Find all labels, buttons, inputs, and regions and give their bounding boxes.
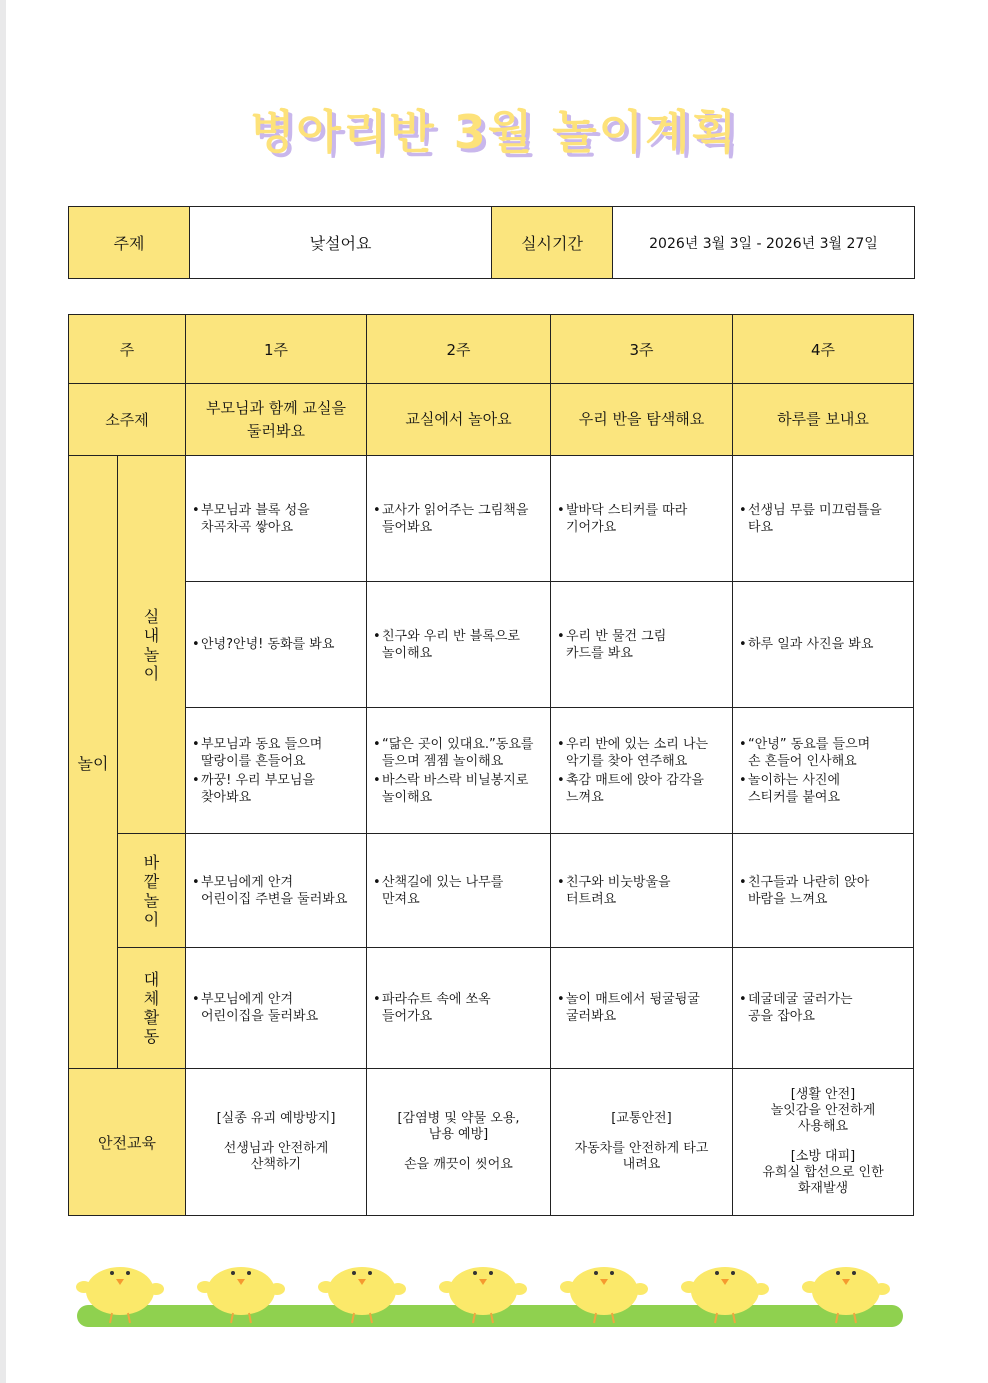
chick-decoration <box>75 1255 905 1335</box>
text-line: 부모님과 블록 성을 <box>201 502 310 518</box>
activity-cell <box>733 948 914 1069</box>
safety-cell <box>367 1069 551 1216</box>
text-line: 어린이집을 둘러봐요 <box>201 1009 319 1024</box>
activity-item <box>192 991 362 1025</box>
activity-item <box>373 502 546 536</box>
text-line: 발바닥 스티커를 따라 <box>566 502 688 518</box>
chick-eye <box>610 1271 614 1275</box>
chick-eye <box>352 1271 356 1275</box>
safety-topic <box>551 1111 732 1127</box>
text-line: 부모님과 함께 교실을 <box>206 398 346 417</box>
text-line: 부모님에게 안겨 <box>201 874 294 890</box>
text-line: 들어가요 <box>382 1009 433 1024</box>
text-line: 어린이집 주변을 둘러봐요 <box>201 891 348 907</box>
text-line: 둘러봐요 <box>247 421 305 440</box>
chick-wing <box>560 1281 576 1293</box>
activity-cell <box>367 834 551 948</box>
chick-eye <box>368 1271 372 1275</box>
activity-item <box>739 736 909 770</box>
indoor-play-label <box>118 456 186 834</box>
activity-item <box>557 628 728 662</box>
chick-body <box>691 1267 759 1315</box>
spacer <box>367 1143 550 1157</box>
text-line: 친구와 우리 반 블록으로 <box>382 628 520 644</box>
week-1-header: 1주 <box>186 315 367 384</box>
text-line: 내려요 <box>622 1157 661 1172</box>
activity-list <box>373 736 546 806</box>
info-table <box>68 206 915 279</box>
spacer <box>551 1127 732 1141</box>
chick-body <box>207 1267 275 1315</box>
safety-topic <box>367 1111 550 1143</box>
period-value: 2026년 3월 3일 - 2026년 3월 27일 <box>613 207 915 279</box>
chick-eye <box>110 1271 114 1275</box>
text-line: 안녕?안녕! 동화를 봐요 <box>201 637 335 652</box>
activity-cell <box>367 708 551 834</box>
activity-cell <box>551 582 733 708</box>
chick-wing <box>269 1283 285 1295</box>
chick-eye <box>231 1271 235 1275</box>
text-line: “안녕” 동요를 들으며 <box>748 736 871 752</box>
subtheme-cell <box>367 384 551 456</box>
theme-value: 낯설어요 <box>190 207 492 279</box>
week-4-header: 4주 <box>733 315 914 384</box>
chick-eye <box>489 1271 493 1275</box>
chick-wing <box>390 1283 406 1295</box>
activity-item <box>373 772 546 806</box>
activity-item <box>557 991 728 1025</box>
activity-list <box>373 874 546 908</box>
text-line: 들으며 젬젬 놀이해요 <box>382 753 504 769</box>
text-line: 선생님 무릎 미끄럼틀을 <box>748 502 882 518</box>
activity-item <box>192 636 362 653</box>
chick-eye <box>594 1271 598 1275</box>
activity-list <box>192 736 362 806</box>
subtheme-label: 소주제 <box>69 384 186 456</box>
activity-list <box>739 991 909 1025</box>
text-line: 하루를 보내요 <box>777 410 869 428</box>
activity-cell <box>186 948 367 1069</box>
activity-item <box>373 991 546 1025</box>
activity-cell <box>186 456 367 582</box>
activity-cell <box>551 834 733 948</box>
week-header: 주 <box>69 315 186 384</box>
chick-wing <box>511 1283 527 1295</box>
safety-topic <box>367 1157 550 1173</box>
chick-wing <box>148 1283 164 1295</box>
activity-list <box>739 874 909 908</box>
page-edge <box>0 0 6 1383</box>
activity-list <box>373 502 546 536</box>
text-line: 우리 반에 있는 소리 나는 <box>566 736 709 752</box>
activity-item <box>192 772 362 806</box>
text-line: 공을 잡아요 <box>748 1009 815 1024</box>
activity-cell <box>367 456 551 582</box>
text-line: 남용 예방] <box>428 1127 489 1142</box>
subtheme-cell <box>733 384 914 456</box>
activity-list <box>373 991 546 1025</box>
activity-item <box>192 502 362 536</box>
text-line: 차곡차곡 쌓아요 <box>201 519 294 535</box>
activity-list <box>739 502 909 536</box>
play-category-label: 놀이 <box>69 456 118 1069</box>
activity-item <box>739 874 909 908</box>
vertical-label-char: 이 <box>143 663 160 683</box>
activity-list <box>192 502 362 536</box>
activity-list <box>192 991 362 1025</box>
activity-item <box>192 736 362 770</box>
chick-eye <box>715 1271 719 1275</box>
activity-list <box>739 736 909 806</box>
activity-cell <box>186 708 367 834</box>
safety-cell <box>733 1069 914 1216</box>
activity-item <box>192 874 362 908</box>
vertical-label-char: 동 <box>143 1027 160 1046</box>
safety-cell <box>551 1069 733 1216</box>
text-line: [교통안전] <box>611 1111 672 1126</box>
chick-eye <box>731 1271 735 1275</box>
activity-cell <box>367 582 551 708</box>
text-line: “닮은 곳이 있대요.”동요를 <box>382 736 534 752</box>
activity-item <box>557 502 728 536</box>
activity-item <box>557 772 728 806</box>
text-line: 기어가요 <box>566 519 617 535</box>
text-line: 들어봐요 <box>382 519 433 535</box>
text-line: [소방 대피] <box>790 1149 856 1164</box>
text-line: 느껴요 <box>566 789 604 805</box>
chick-body <box>328 1267 396 1315</box>
safety-topic <box>551 1141 732 1173</box>
activity-item <box>739 636 909 653</box>
activity-list <box>557 991 728 1025</box>
activity-item <box>557 874 728 908</box>
vertical-label-char: 깥 <box>143 871 160 891</box>
text-line: 스티커를 붙여요 <box>748 789 841 805</box>
safety-topic <box>733 1149 913 1197</box>
chick-eye <box>126 1271 130 1275</box>
text-line: 교실에서 놀아요 <box>405 410 512 428</box>
text-line: 타요 <box>748 519 774 535</box>
vertical-label-char: 이 <box>143 909 160 929</box>
activity-item <box>373 628 546 662</box>
activity-cell <box>551 948 733 1069</box>
vertical-label-char: 놀 <box>143 644 160 664</box>
safety-topic <box>186 1141 366 1173</box>
text-line: 파라슈트 속에 쏘옥 <box>382 992 491 1007</box>
safety-topic <box>733 1087 913 1135</box>
activity-cell <box>186 834 367 948</box>
activity-list <box>557 736 728 806</box>
text-line: 찾아봐요 <box>201 789 252 805</box>
chick-wing <box>874 1283 890 1295</box>
text-line: 우리 반 물건 그림 <box>566 628 667 644</box>
week-3-header: 3주 <box>551 315 733 384</box>
text-line: [생활 안전] <box>790 1087 856 1102</box>
text-line: 친구들과 나란히 앉아 <box>748 874 870 890</box>
activity-item <box>373 874 546 908</box>
activity-list <box>192 874 362 908</box>
chick-wing <box>681 1281 697 1293</box>
text-line: 유희실 합선으로 인한 <box>762 1165 884 1180</box>
activity-item <box>739 502 909 536</box>
text-line: 굴러봐요 <box>566 1009 617 1024</box>
text-line: 자동차를 안전하게 타고 <box>574 1141 709 1156</box>
activity-list <box>557 628 728 662</box>
text-line: 놀이해요 <box>382 645 433 661</box>
chick-eye <box>836 1271 840 1275</box>
text-line: 부모님과 동요 들으며 <box>201 736 323 752</box>
text-line: 손을 깨끗이 씻어요 <box>404 1157 513 1172</box>
vertical-label-char: 대 <box>143 970 160 989</box>
vertical-label-char: 실 <box>143 606 160 626</box>
chick-wing <box>753 1283 769 1295</box>
vertical-label-char: 활 <box>143 1008 160 1027</box>
chick-body <box>86 1267 154 1315</box>
chick-body <box>449 1267 517 1315</box>
chick-body <box>570 1267 638 1315</box>
text-line: 놀잇감을 안전하게 <box>770 1103 876 1118</box>
activity-list <box>739 636 909 653</box>
activity-item <box>739 772 909 806</box>
activity-cell <box>551 456 733 582</box>
text-line: 데굴데굴 굴러가는 <box>748 992 853 1007</box>
text-line: 바스락 바스락 비닐봉지로 <box>382 772 529 788</box>
activity-cell <box>733 708 914 834</box>
activity-cell <box>733 834 914 948</box>
chick-wing <box>632 1283 648 1295</box>
page-title: 병아리반 3월 놀이계획 <box>250 105 738 159</box>
text-line: 교사가 읽어주는 그림책을 <box>382 502 529 518</box>
chick-wing <box>439 1281 455 1293</box>
activity-cell <box>733 582 914 708</box>
week-2-header: 2주 <box>367 315 551 384</box>
activity-item <box>373 736 546 770</box>
text-line: 친구와 비눗방울을 <box>566 874 671 890</box>
theme-label: 주제 <box>69 207 190 279</box>
chick-wing <box>197 1281 213 1293</box>
spacer <box>186 1127 366 1141</box>
activity-list <box>373 628 546 662</box>
text-line: 카드를 봐요 <box>566 645 633 661</box>
vertical-label-char: 내 <box>143 625 160 645</box>
text-line: 놀이하는 사진에 <box>748 772 841 788</box>
vertical-label-char: 바 <box>143 852 160 872</box>
activity-item <box>557 736 728 770</box>
text-line: 바람을 느껴요 <box>748 891 828 907</box>
chick-eye <box>473 1271 477 1275</box>
vertical-label-char: 체 <box>143 989 160 1008</box>
text-line: 딸랑이를 흔들어요 <box>201 753 306 769</box>
subtheme-cell <box>551 384 733 456</box>
text-line: 우리 반을 탐색해요 <box>578 410 705 428</box>
activity-item <box>739 991 909 1025</box>
text-line: 만져요 <box>382 891 420 907</box>
alternative-activity-label <box>118 948 186 1069</box>
text-line: 촉감 매트에 앉아 감각을 <box>566 772 704 788</box>
chick-eye <box>852 1271 856 1275</box>
subtheme-cell <box>186 384 367 456</box>
activity-list <box>192 636 362 653</box>
activity-cell <box>186 582 367 708</box>
text-line: 놀이 매트에서 뒹굴뒹굴 <box>566 992 700 1007</box>
period-label: 실시기간 <box>492 207 613 279</box>
activity-list <box>557 874 728 908</box>
activity-cell <box>367 948 551 1069</box>
chick-wing <box>802 1281 818 1293</box>
text-line: [실종 유괴 예방방지] <box>216 1111 336 1126</box>
chick-wing <box>76 1281 92 1293</box>
chick-wing <box>318 1281 334 1293</box>
text-line: 산책하기 <box>250 1157 302 1172</box>
safety-cell <box>186 1069 367 1216</box>
text-line: [감염병 및 약물 오용, <box>397 1111 520 1126</box>
text-line: 놀이해요 <box>382 789 433 805</box>
safety-topic <box>186 1111 366 1127</box>
activity-list <box>557 502 728 536</box>
text-line: 터트려요 <box>566 891 617 907</box>
text-line: 부모님에게 안겨 <box>201 992 294 1007</box>
spacer <box>733 1135 913 1149</box>
outdoor-play-label <box>118 834 186 948</box>
activity-cell <box>551 708 733 834</box>
plan-table <box>68 314 914 1216</box>
text-line: 산책길에 있는 나무를 <box>382 874 504 890</box>
text-line: 까꿍! 우리 부모님을 <box>201 772 315 788</box>
activity-cell <box>733 456 914 582</box>
chick-body <box>812 1267 880 1315</box>
chick-eye <box>247 1271 251 1275</box>
text-line: 사용해요 <box>797 1119 849 1134</box>
text-line: 악기를 찾아 연주해요 <box>566 753 688 769</box>
vertical-label-char: 놀 <box>143 890 160 910</box>
text-line: 하루 일과 사진을 봐요 <box>748 637 874 652</box>
text-line: 손 흔들어 인사해요 <box>748 753 857 769</box>
safety-education-label: 안전교육 <box>69 1069 186 1216</box>
text-line: 선생님과 안전하게 <box>223 1141 329 1156</box>
text-line: 화재발생 <box>797 1181 849 1196</box>
